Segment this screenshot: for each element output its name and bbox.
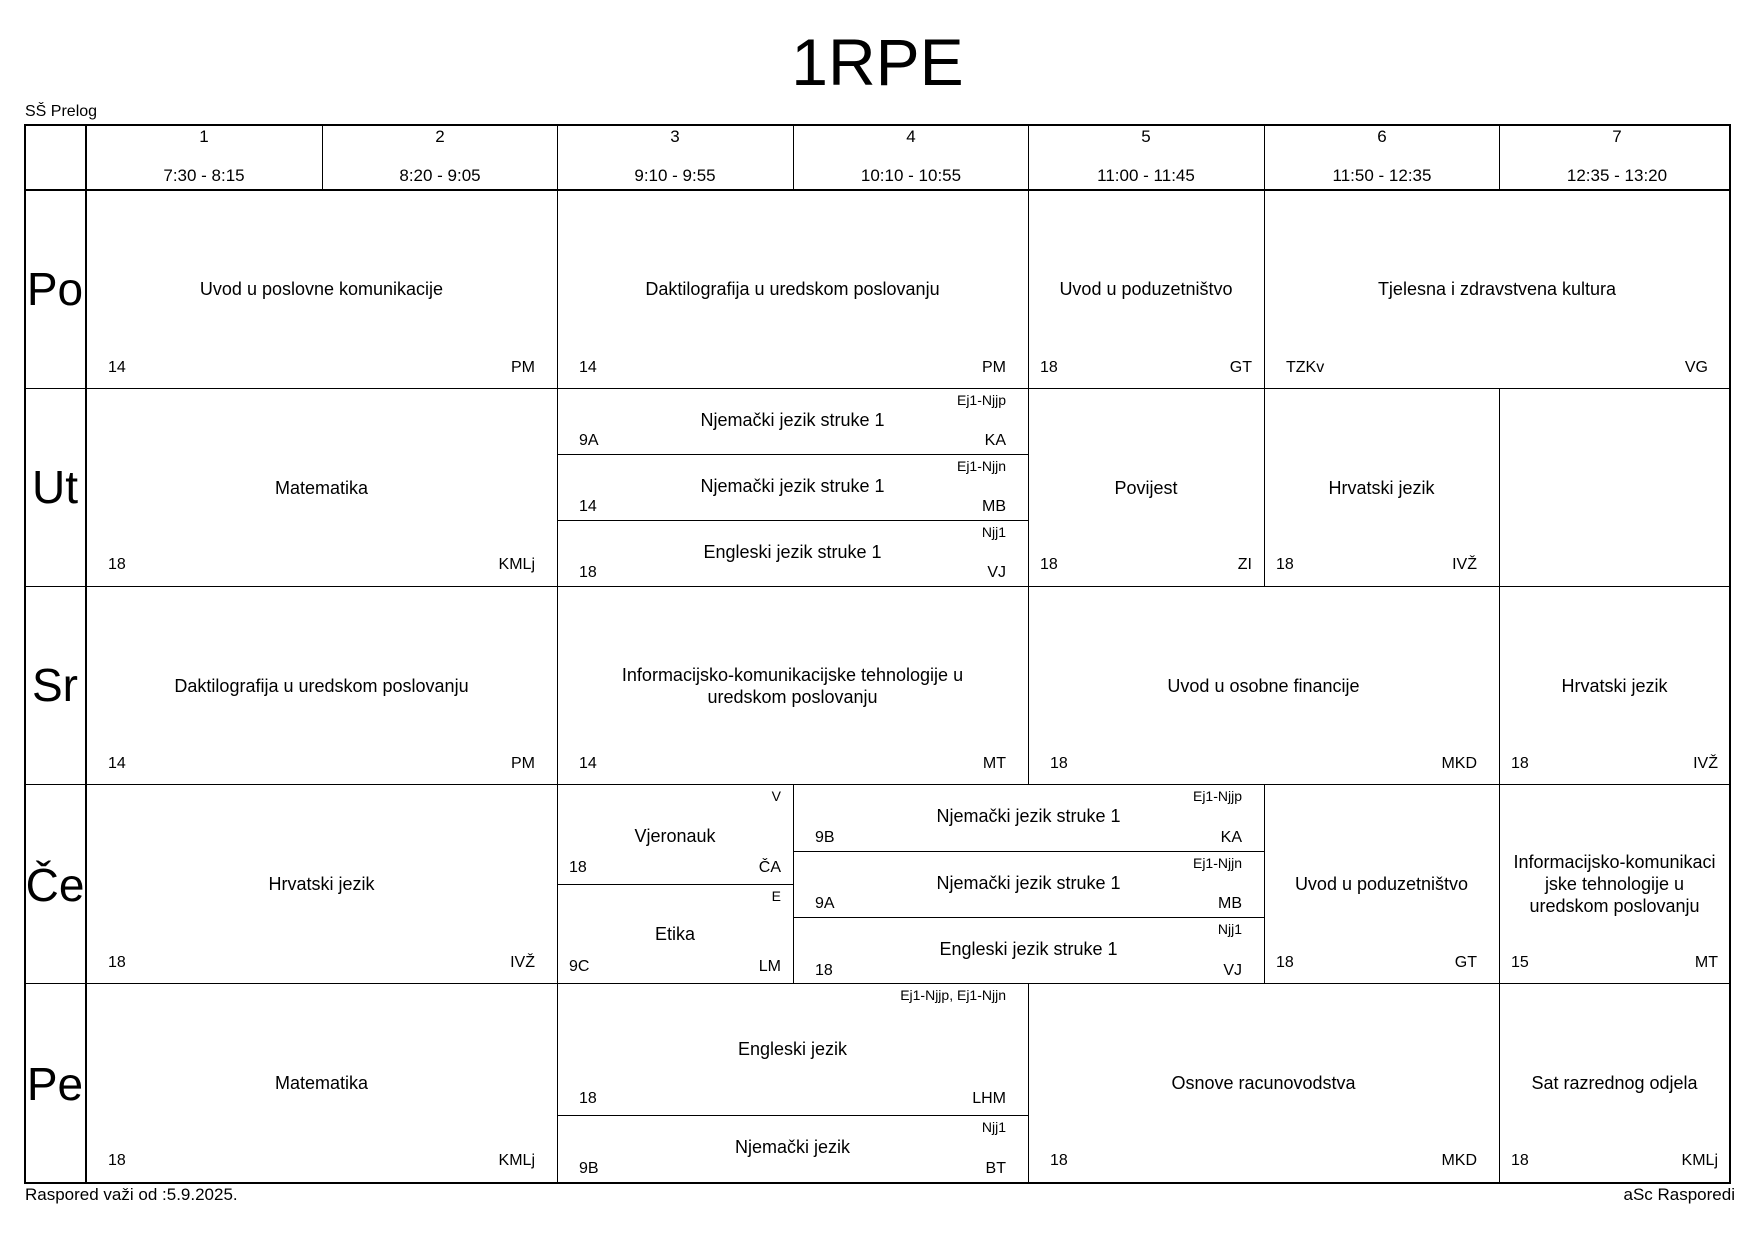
lesson-room: 18 xyxy=(1050,755,1068,772)
lesson-room: 18 xyxy=(579,564,597,581)
lesson-teacher: KMLj xyxy=(498,556,535,573)
lesson-room: 18 xyxy=(1511,755,1529,772)
lesson-cell[interactable] xyxy=(793,785,1264,851)
period-number: 3 xyxy=(670,127,680,146)
lesson-cell[interactable] xyxy=(793,852,1264,917)
lesson-group: Ej1-Njjp, Ej1-Njjn xyxy=(900,987,1006,1003)
lesson-cell[interactable] xyxy=(1028,389,1264,586)
grid-border-top xyxy=(24,124,1731,126)
lesson-teacher: IVŽ xyxy=(1452,556,1477,573)
lesson-teacher: MT xyxy=(1694,954,1718,971)
lesson-cell[interactable] xyxy=(1028,984,1499,1182)
lesson-subject: Etika xyxy=(654,924,696,944)
day-label: Pe xyxy=(26,1058,84,1110)
lesson-teacher: ČA xyxy=(758,859,781,876)
lesson-teacher: KA xyxy=(1220,829,1242,846)
lesson-room: 18 xyxy=(1511,1152,1529,1169)
period-number: 4 xyxy=(906,127,916,146)
lesson-teacher: MB xyxy=(1218,895,1242,912)
period-number: 5 xyxy=(1141,127,1151,146)
lesson-subject: Hrvatski jezik xyxy=(1328,478,1435,498)
lesson-subject: Tjelesna i zdravstvena kultura xyxy=(1377,279,1617,299)
valid-from-note: Raspored važi od :5.9.2025. xyxy=(25,1185,238,1204)
lesson-teacher: IVŽ xyxy=(510,954,535,971)
lesson-subject: Engleski jezik struke 1 xyxy=(703,542,882,562)
lesson-cell[interactable] xyxy=(86,389,557,586)
lesson-cell[interactable] xyxy=(86,587,557,784)
lesson-room: 18 xyxy=(108,954,126,971)
lesson-cell[interactable] xyxy=(557,785,793,884)
lesson-subject: Uvod u poslovne komunikacije xyxy=(199,279,444,299)
lesson-subject: Matematika xyxy=(274,1073,369,1093)
lesson-teacher: PM xyxy=(511,755,535,772)
period-time: 11:00 - 11:45 xyxy=(1097,166,1195,185)
lesson-cell[interactable] xyxy=(557,885,793,983)
lesson-teacher: MKD xyxy=(1441,755,1477,772)
lesson-cell[interactable] xyxy=(1499,785,1730,983)
lesson-room: 18 xyxy=(815,962,833,979)
lesson-room: 14 xyxy=(579,498,597,515)
lesson-group: Ej1-Njjp xyxy=(956,392,1006,408)
day-label: Če xyxy=(25,859,85,911)
lesson-subject: Njemački jezik xyxy=(734,1137,851,1157)
lesson-subject: Njemački jezik struke 1 xyxy=(700,410,885,430)
lesson-group: Ej1-Njjn xyxy=(956,458,1006,474)
lesson-teacher: LM xyxy=(758,958,781,975)
lesson-cell[interactable] xyxy=(86,984,557,1182)
period-time: 10:10 - 10:55 xyxy=(860,166,962,185)
lesson-room: 9C xyxy=(569,958,590,975)
lesson-group: Ej1-Njjn xyxy=(1192,855,1242,871)
lesson-teacher: KMLj xyxy=(1681,1152,1718,1169)
period-number: 6 xyxy=(1377,127,1387,146)
lesson-teacher: PM xyxy=(511,359,535,376)
lesson-subject: Uvod u poduzetništvo xyxy=(1059,279,1233,299)
lesson-cell[interactable] xyxy=(557,587,1028,784)
day-label: Ut xyxy=(32,461,78,513)
lesson-cell[interactable] xyxy=(557,984,1028,1115)
lesson-group: E xyxy=(771,888,781,904)
lesson-cell[interactable] xyxy=(557,190,1028,388)
lesson-cell[interactable] xyxy=(1264,785,1499,983)
lesson-subject: Hrvatski jezik xyxy=(1561,676,1668,696)
vendor-credit: aSc Rasporedi xyxy=(1623,1185,1735,1204)
grid-cell-separator xyxy=(1499,389,1500,586)
lesson-subject: Informacijsko-komunikaci xyxy=(1513,852,1716,872)
lesson-room: 18 xyxy=(1276,556,1294,573)
day-label: Sr xyxy=(32,659,78,711)
lesson-subject: Njemački jezik struke 1 xyxy=(700,476,885,496)
lesson-cell[interactable] xyxy=(1499,984,1730,1182)
lesson-subject: uredskom poslovanju xyxy=(1529,896,1700,916)
lesson-room: 18 xyxy=(108,556,126,573)
period-time: 8:20 - 9:05 xyxy=(399,166,481,185)
lesson-group: Ej1-Njjp xyxy=(1192,788,1242,804)
lesson-subject: Osnove racunovodstva xyxy=(1171,1073,1356,1093)
lesson-room: 9A xyxy=(815,895,835,912)
lesson-teacher: GT xyxy=(1229,359,1252,376)
lesson-teacher: ZI xyxy=(1237,556,1252,573)
lesson-room: 18 xyxy=(569,859,587,876)
lesson-cell[interactable] xyxy=(86,190,557,388)
lesson-subject: jske tehnologije u xyxy=(1544,874,1685,894)
lesson-room: 14 xyxy=(579,359,597,376)
lesson-cell[interactable] xyxy=(86,785,557,983)
lesson-room: TZKv xyxy=(1286,359,1325,376)
lesson-room: 18 xyxy=(1040,556,1058,573)
lesson-subject: Engleski jezik struke 1 xyxy=(939,939,1118,959)
lesson-subject: Engleski jezik xyxy=(737,1039,848,1059)
lesson-subject: uredskom poslovanju xyxy=(707,687,878,707)
lesson-cell[interactable] xyxy=(1264,190,1730,388)
lesson-cell[interactable] xyxy=(557,389,1028,454)
period-time: 11:50 - 12:35 xyxy=(1332,166,1432,185)
lesson-group: Njj1 xyxy=(981,1119,1006,1135)
period-time: 9:10 - 9:55 xyxy=(634,166,716,185)
lesson-subject: Sat razrednog odjela xyxy=(1531,1073,1698,1093)
lesson-subject: Njemački jezik struke 1 xyxy=(936,806,1121,826)
day-label: Po xyxy=(26,263,84,315)
lesson-room: 14 xyxy=(108,755,126,772)
school-name: SŠ Prelog xyxy=(25,103,98,120)
lesson-cell[interactable] xyxy=(1264,389,1499,586)
lesson-teacher: VG xyxy=(1684,359,1708,376)
lesson-room: 18 xyxy=(1050,1152,1068,1169)
lesson-subject: Daktilografija u uredskom poslovanju xyxy=(645,279,940,299)
lesson-subject: Hrvatski jezik xyxy=(268,874,375,894)
lesson-room: 14 xyxy=(108,359,126,376)
period-number: 7 xyxy=(1612,127,1622,146)
lesson-cell[interactable] xyxy=(1499,587,1730,784)
lesson-group: Njj1 xyxy=(981,524,1006,540)
lesson-subject: Informacijsko-komunikacijske tehnologije u xyxy=(621,665,964,685)
lesson-teacher: LHM xyxy=(972,1090,1006,1107)
lesson-subject: Uvod u osobne financije xyxy=(1167,676,1360,696)
lesson-room: 14 xyxy=(579,755,597,772)
lesson-subject: Njemački jezik struke 1 xyxy=(936,873,1121,893)
lesson-room: 18 xyxy=(1040,359,1058,376)
period-time: 12:35 - 13:20 xyxy=(1566,166,1668,185)
lesson-room: 18 xyxy=(1276,954,1294,971)
lesson-cell[interactable] xyxy=(557,521,1028,586)
lesson-cell[interactable] xyxy=(1028,587,1499,784)
lesson-cell[interactable] xyxy=(557,1116,1028,1182)
lesson-teacher: IVŽ xyxy=(1693,755,1718,772)
period-time: 7:30 - 8:15 xyxy=(163,166,245,185)
lesson-subject: Matematika xyxy=(274,478,369,498)
lesson-cell[interactable] xyxy=(557,455,1028,520)
lesson-room: 9B xyxy=(815,829,835,846)
lesson-group: V xyxy=(771,788,781,804)
lesson-room: 18 xyxy=(108,1152,126,1169)
lesson-teacher: KA xyxy=(984,432,1006,449)
grid-border-bottom xyxy=(24,1182,1731,1184)
lesson-teacher: PM xyxy=(982,359,1006,376)
lesson-cell[interactable] xyxy=(793,918,1264,983)
period-number: 1 xyxy=(199,127,209,146)
lesson-teacher: GT xyxy=(1454,954,1477,971)
lesson-group: Njj1 xyxy=(1217,921,1242,937)
lesson-teacher: VJ xyxy=(987,564,1006,581)
period-number: 2 xyxy=(435,127,445,146)
lesson-teacher: MKD xyxy=(1441,1152,1477,1169)
lesson-teacher: KMLj xyxy=(498,1152,535,1169)
lesson-teacher: VJ xyxy=(1223,962,1242,979)
timetable-title: 1RPE xyxy=(791,25,964,99)
lesson-subject: Uvod u poduzetništvo xyxy=(1294,874,1469,894)
lesson-cell[interactable] xyxy=(1028,190,1264,388)
lesson-teacher: MB xyxy=(982,498,1006,515)
lesson-subject: Daktilografija u uredskom poslovanju xyxy=(174,676,469,696)
lesson-teacher: BT xyxy=(985,1160,1006,1177)
lesson-room: 9B xyxy=(579,1160,599,1177)
lesson-subject: Vjeronauk xyxy=(634,826,716,846)
lesson-room: 15 xyxy=(1511,954,1529,971)
lesson-room: 9A xyxy=(579,432,599,449)
lesson-teacher: MT xyxy=(982,755,1006,772)
lesson-subject: Povijest xyxy=(1114,478,1178,498)
lesson-room: 18 xyxy=(579,1090,597,1107)
